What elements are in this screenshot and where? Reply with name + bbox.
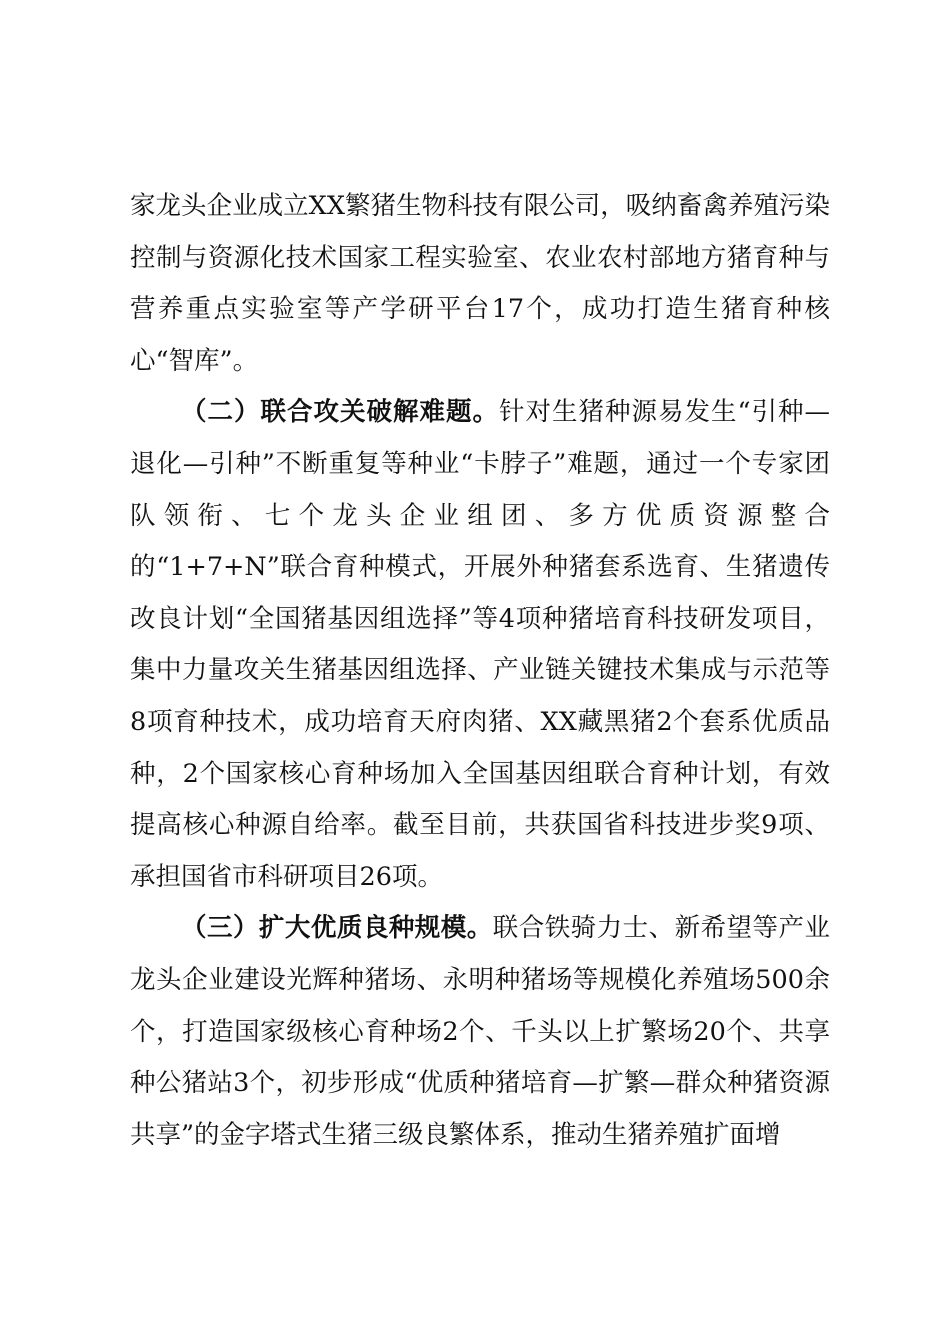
paragraph-breed-scale	[130, 903, 830, 1161]
section-heading: （三）扩大优质良种规模。	[181, 913, 493, 944]
paragraph-continuation	[130, 181, 830, 387]
paragraph-body: 联合铁骑力士、新希望等产业龙头企业建设光辉种猪场、永明种猪场等规模化养殖场500余个，打造国家级核心育种场2个、千头以上扩繁场20个、共享种公猪站3个，初步形成“优质种猪培育—扩繁—群众种猪资源共享”的金字塔式生猪三级良繁体系，推动生猪养殖扩面增	[130, 913, 830, 1150]
section-heading: （二）联合攻关破解难题。	[181, 397, 499, 428]
paragraph-joint-research	[130, 387, 830, 903]
paragraph-body: 家龙头企业成立XX繁猪生物科技有限公司，吸纳畜禽养殖污染控制与资源化技术国家工程实验室、农业农村部地方猪育种与营养重点实验室等产学研平台17个，成功打造生猪育种核心“智库”。	[130, 191, 830, 376]
paragraph-body: 针对生猪种源易发生“引种—退化—引种”不断重复等种业“卡脖子”难题，通过一个专家团队领衔、七个龙头企业组团、多方优质资源整合的“1+7+N”联合育种模式，开展外种猪套系选育、生猪遗传改良计划“全国猪基因组选择”等4项种猪培育科技研发项目，集中力量攻关生猪基因组选择、产业链关键技术集成与示范等8项育种技术，成功培育天府肉猪、XX藏黑猪2个套系优质品种，2个国家核心育种场加入全国基因组联合育种计划，有效提高核心种源自给率。截至目前，共获国省科技进步奖9项、承担国省市科研项目26项。	[130, 397, 830, 892]
document-body	[130, 181, 830, 1161]
